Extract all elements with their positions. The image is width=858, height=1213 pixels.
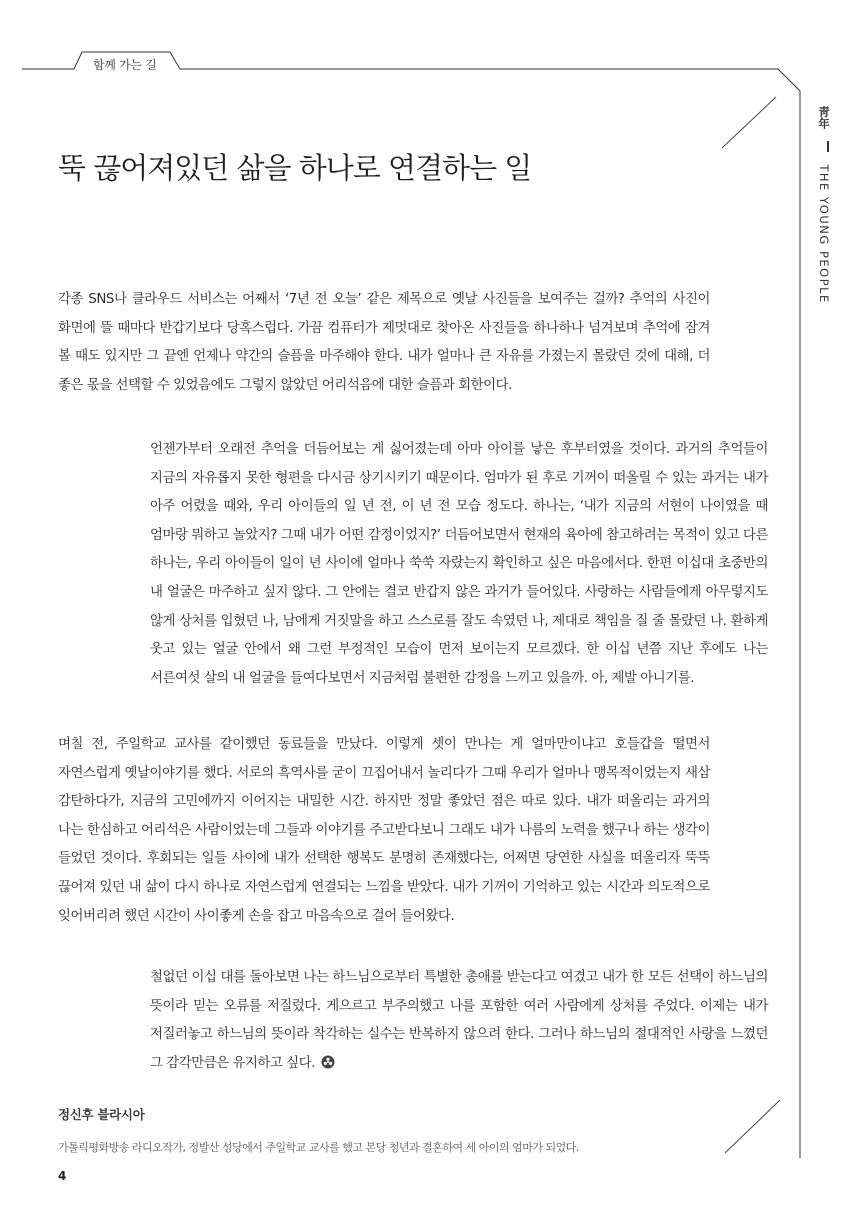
author-name: 정신후 블라시아: [58, 1107, 145, 1122]
paragraph-1: 각종 SNS나 클라우드 서비스는 어째서 ‘7년 전 오늘’ 같은 제목으로 옛날 사진들을 보여주는 걸까? 추억의 사진이 화면에 뜰 때마다 반갑기보다 당혹스럽다. 가끔 컴퓨터가 제멋대로 찾아온 사진들을 하나하나 넘겨보며 추억에 잠겨 볼 때도 있지만 그 끝엔 언제나 약간의 슬픔을 마주해야 한다. 내가 얼마나 큰 자유를 가졌는지 몰랐던 것에 대해, 더 좋은 몫을 선택할 수 있었음에도 그렇지 않았던 어리석음에 대한 슬픔과 회한이다.: [58, 292, 710, 393]
paragraph-4-text: 철없던 이십 대를 돌아보면 나는 하느님으로부터 특별한 총애를 받는다고 여겼고 내가 한 모든 선택이 하느님의 뜻이라 믿는 오류를 저질렀다. 게으르고 부주의했고 나를 포함한 여러 사람에게 상처를 주었다. 이제는 내가 저질러놓고 하느님의 뜻이라 착각하는 실수는 반복하지 않으려 한다. 그러나 하느님의 절대적인 사랑을 느꼈던 그 감각만큼은 유지하고 싶다.: [150, 970, 768, 1071]
author-bio: 가톨릭평화방송 라디오작가, 정발산 성당에서 주일학교 교사를 했고 본당 청년과 결혼하여 세 아이의 엄마가 되었다.: [58, 1141, 579, 1154]
section-label: 함께 가는 길: [93, 58, 157, 72]
article-title: 뚝 끊어져있던 삶을 하나로 연결하는 일: [58, 151, 532, 185]
diagonal-accent-top: [722, 97, 776, 148]
series-divider: [827, 141, 829, 152]
series-name: THE YOUNG PEOPLE: [817, 164, 831, 304]
page-number: 4: [58, 1169, 67, 1183]
paragraph-2-indented: 언젠가부터 오래전 추억을 더듬어보는 게 싫어졌는데 아마 아이를 낳은 후부터였을 것이다. 과거의 추억들이 지금의 자유롭지 못한 형편을 다시금 상기시키기 때문이다. 엄마가 된 후로 기꺼이 떠올릴 수 있는 과거는 내가 아주 어렸을 때와, 우리 아이들의 일 년 전, 이 년 전 모습 정도다. 하나는, ‘내가 지금의 서현이 나이였을 때 엄마랑 뭐하고 놀았지? 그때 내가 어떤 감정이었지?’ 더듬어보면서 현재의 육아에 참고하려는 목적이 있고 다른 하나는, 우리 아이들이 일이 년 사이에 얼마나 쑥쑥 자랐는지 확인하고 싶은 마음에서다. 한편 이십대 초중반의 내 얼굴은 마주하고 싶지 않다. 그 안에는 결코 반갑지 않은 과거가 들어있다. 사랑하는 사람들에게 아무렇지도 않게 상처를 입혔던 나, 남에게 거짓말을 하고 스스로를 잘도 속였던 나, 제대로 책임을 질 줄 몰랐던 나. 환하게 웃고 있는 얼굴 안에서 왜 그런 부정적인 모습이 먼저 보이는지 모르겠다. 한 이십 년쯤 지난 후에도 나는 서른여섯 살의 내 얼굴을 들여다보면서 지금처럼 불편한 감정을 느끼고 있을까. 아, 제발 아니기를.: [150, 442, 768, 686]
paragraph-4-indented: [150, 964, 768, 1078]
series-hanja: 靑年: [817, 106, 831, 129]
paragraph-3: 며칠 전, 주일학교 교사를 같이했던 동료들을 만났다. 이렇게 셋이 만나는 게 얼마만이냐고 호들갑을 떨면서 자연스럽게 옛날이야기를 했다. 서로의 흑역사를 굳이 끄집어내서 놀리다가 그때 우리가 얼마나 맹목적이었는지 새삼 감탄하다가, 지금의 고민에까지 이어지는 내밀한 시간. 하지만 정말 좋았던 점은 따로 있다. 내가 떠올리는 과거의 나는 한심하고 어리석은 사람이었는데 그들과 이야기를 주고받다보니 그래도 내가 나름의 노력을 했구나 하는 생각이 들었던 것이다. 후회되는 일들 사이에 내가 선택한 행복도 분명히 존재했다는, 어쩌면 당연한 사실을 떠올리자 뚝뚝 끊어져 있던 내 삶이 다시 하나로 자연스럽게 연결되는 느낌을 받았다. 내가 기꺼이 기억하고 있는 시간과 의도적으로 잊어버리려 했던 시간이 사이좋게 손을 잡고 마음속으로 걸어 들어왔다.: [58, 737, 710, 924]
series-label: [816, 106, 832, 304]
diagonal-accent-bottom: [725, 1100, 780, 1153]
end-mark-icon: [321, 1055, 335, 1069]
